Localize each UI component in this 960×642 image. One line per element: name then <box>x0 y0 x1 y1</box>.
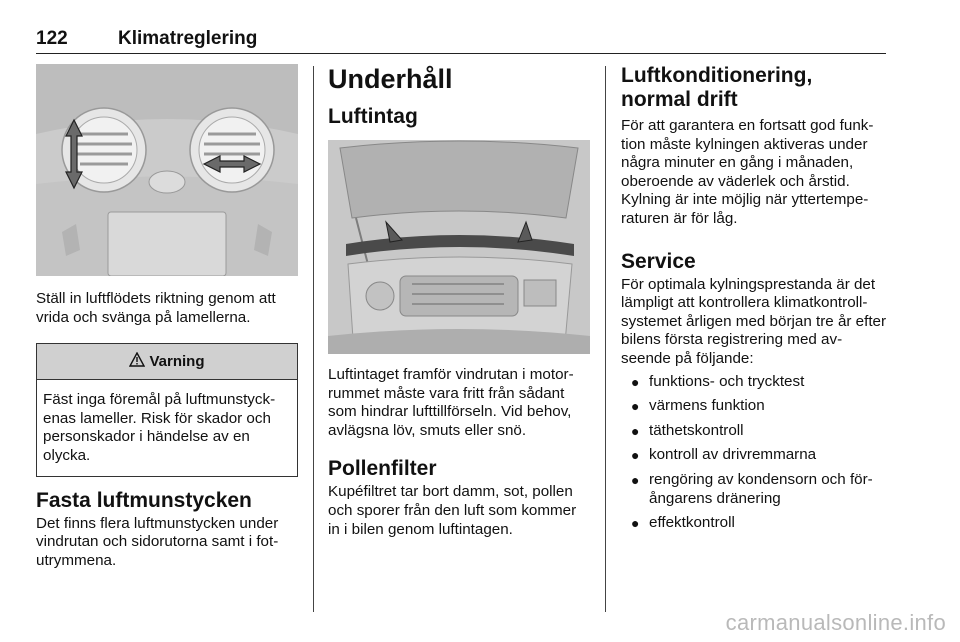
air-vents-illustration-svg <box>36 64 298 276</box>
column-right <box>621 64 887 539</box>
section-heading: Service <box>621 249 696 273</box>
warning-box <box>36 343 298 476</box>
vent-caption: Ställ in luftflödets riktning genom att vrida och svänga på lamellerna. <box>36 290 276 326</box>
warning-title: Varning <box>149 353 205 371</box>
warning-triangle-icon <box>129 352 145 371</box>
list-item: ● rengöring av kondensorn och för- ångarens dränering <box>631 470 873 507</box>
page-header <box>36 24 886 54</box>
air-vents-illustration <box>36 64 298 276</box>
list-item: ● funktions- och trycktest <box>631 372 805 390</box>
section-heading: Luftintag <box>328 105 418 128</box>
list-item: ● täthetskontroll <box>631 421 744 439</box>
column-divider <box>605 66 606 612</box>
watermark: carmanualsonline.info <box>725 610 946 635</box>
column-left <box>36 64 298 570</box>
list-item: ● effektkontroll <box>631 514 735 532</box>
engine-bay-illustration <box>328 140 590 354</box>
section-text: För att garantera en fortsatt god funk- tion måste kylningen aktiveras under några minuter en gång i månaden, oberoende av väderlek och årstid. Kylning är inte möjlig när yttertempe- raturen är för låg. <box>621 117 874 227</box>
section-text: Det finns flera luftmunstycken under vindrutan och sidorutorna samt i fot- utrymmena. <box>36 514 279 569</box>
page-title: Klimatreglering <box>118 28 258 49</box>
warning-header <box>37 344 297 380</box>
warning-text: Fäst inga föremål på luftmunstyck- enas lameller. Risk för skador och personskador i händelse av en olycka. <box>43 391 276 464</box>
list-item: ● kontroll av drivremmarna <box>631 446 817 464</box>
column-middle <box>328 64 590 539</box>
section-text: Kupéfiltret tar bort damm, sot, pollen och sporer från den luft som kommer in i bilen genom luftintagen. <box>328 483 577 538</box>
service-checklist <box>621 373 887 533</box>
section-heading: Pollenfilter <box>328 457 437 481</box>
section-text: För optimala kylningsprestanda är det lämpligt att kontrollera klimatkontroll- systemet årligen med början tre år efter bilens första registrering med av- seende på följande: <box>621 275 887 367</box>
section-heading: Fasta luftmunstycken <box>36 488 252 512</box>
engine-bay-illustration-svg <box>328 140 590 354</box>
section-heading: Luftkonditionering, normal drift <box>621 64 813 111</box>
air-intake-caption: Luftintaget framför vindrutan i motor- rummet måste vara fritt från sådant som hindrar lufttillförseln. Vid behov, avlägsna löv, smuts eller snö. <box>328 366 574 439</box>
column-divider <box>313 66 314 612</box>
page-number: 122 <box>36 28 68 49</box>
chapter-heading: Underhåll <box>328 64 453 94</box>
list-item: ● värmens funktion <box>631 397 765 415</box>
